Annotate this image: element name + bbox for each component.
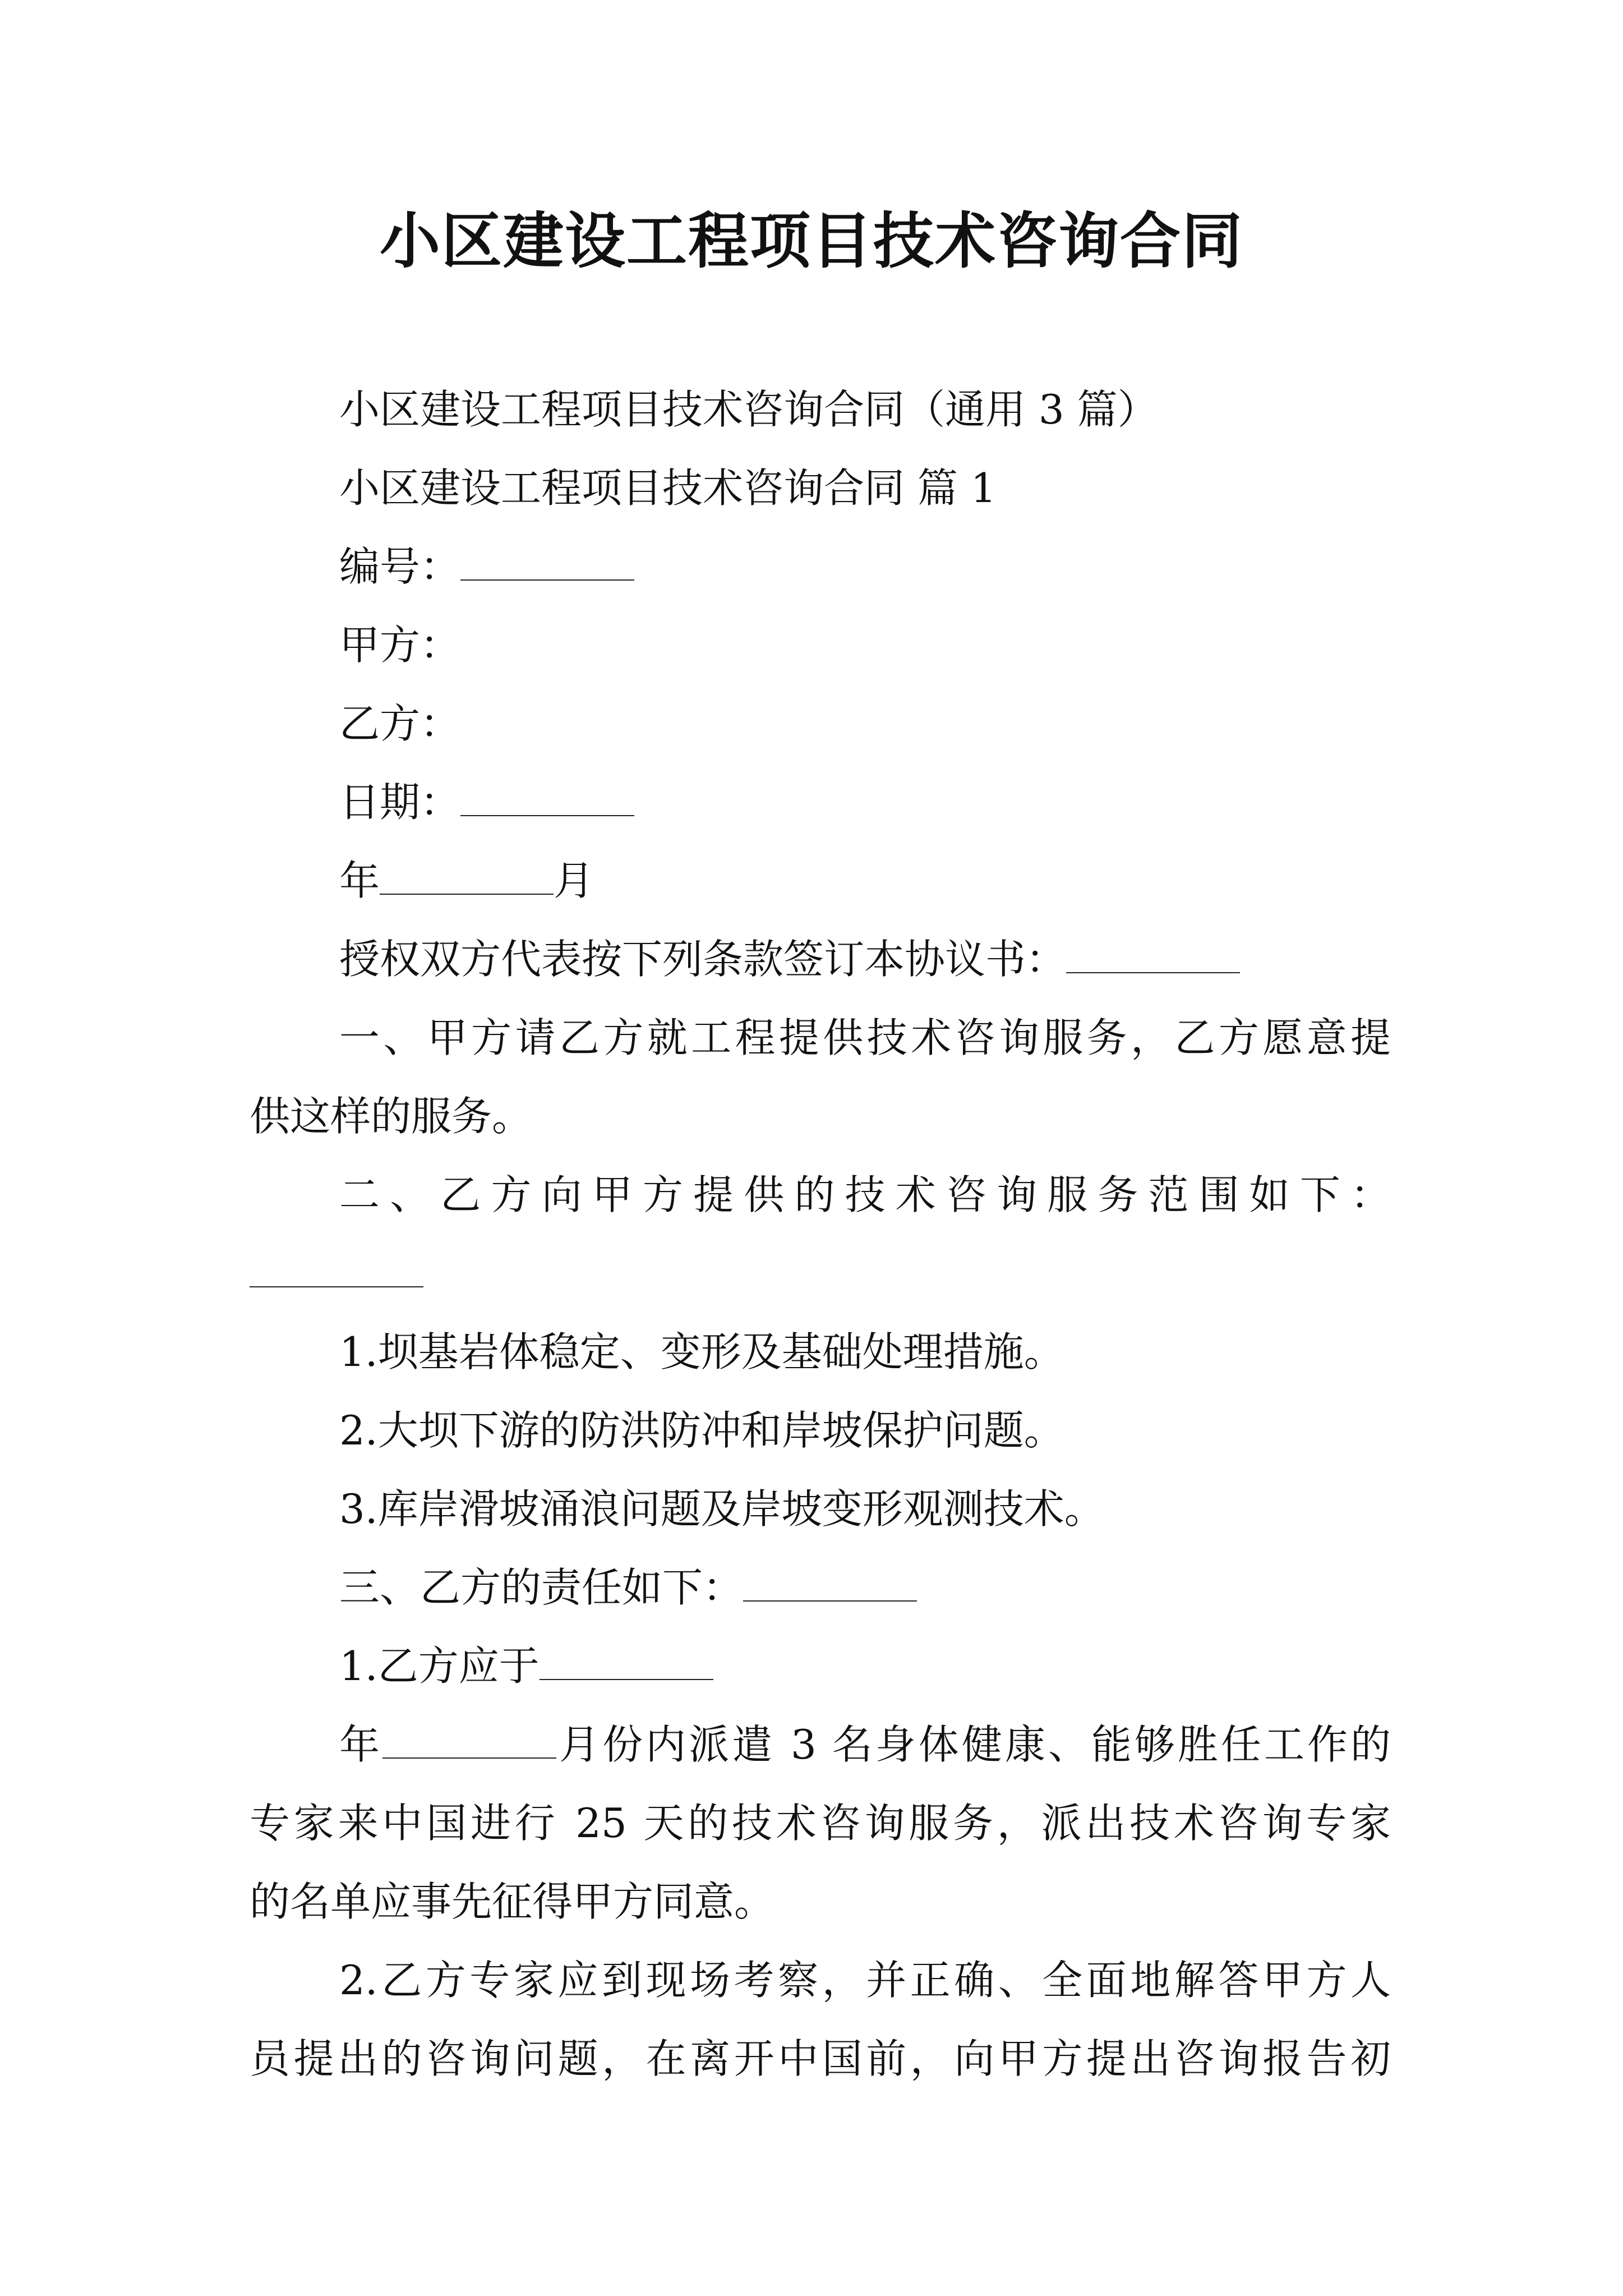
responsibility-year-blank bbox=[382, 1726, 556, 1759]
date-field-line bbox=[250, 763, 1391, 841]
scope-item-3 bbox=[250, 1470, 1391, 1548]
scope-item-2-text: 2.大坝下游的防洪防冲和岸坡保护问题。 bbox=[339, 1407, 1064, 1454]
responsibility-1-line-2 bbox=[250, 1705, 1391, 1784]
subtitle-line bbox=[250, 370, 1391, 449]
scope-item-1-text: 1.坝基岩体稳定、变形及基础处理措施。 bbox=[339, 1328, 1064, 1375]
date-blank bbox=[460, 784, 634, 816]
clause-two-blank-line bbox=[250, 1234, 1391, 1313]
clause-one-line-2 bbox=[250, 1077, 1391, 1156]
clause-two-line bbox=[250, 1156, 1391, 1234]
party-a-line bbox=[250, 606, 1391, 684]
responsibility-2-line-1 bbox=[250, 1941, 1391, 2019]
responsibility-1-line-2-text: 月份内派遣 3 名身体健康、能够胜任工作的 bbox=[556, 1721, 1391, 1768]
responsibility-1-start bbox=[250, 1627, 1391, 1705]
date-label: 日期： bbox=[339, 779, 461, 826]
clause-three-text: 三、乙方的责任如下： bbox=[339, 1564, 744, 1611]
section-heading-text: 小区建设工程项目技术咨询合同 篇 1 bbox=[339, 464, 997, 512]
authorization-line bbox=[250, 920, 1391, 999]
month-label: 月 bbox=[554, 857, 594, 904]
year-label: 年 bbox=[339, 857, 380, 904]
authorization-text: 授权双方代表按下列条款签订本协议书： bbox=[339, 936, 1067, 983]
responsibility-2-line-2-text: 员提出的咨询问题，在离开中国前，向甲方提出咨询报告初 bbox=[250, 2035, 1391, 2082]
responsibility-2-line-1-text: 2.乙方专家应到现场考察，并正确、全面地解答甲方人 bbox=[339, 1957, 1391, 2004]
responsibility-2-line-2 bbox=[250, 2019, 1391, 2098]
number-blank bbox=[460, 548, 634, 581]
party-b-line bbox=[250, 684, 1391, 763]
party-b-label: 乙方： bbox=[339, 700, 461, 747]
clause-one-line-1 bbox=[250, 999, 1391, 1077]
clause-two-text: 二、乙方向甲方提供的技术咨询服务范围如下： bbox=[339, 1171, 1391, 1218]
scope-item-2 bbox=[250, 1391, 1391, 1470]
responsibility-1-start-text: 1.乙方应于 bbox=[339, 1642, 540, 1690]
number-label: 编号： bbox=[339, 543, 461, 590]
party-a-label: 甲方： bbox=[339, 622, 461, 669]
authorization-blank bbox=[1066, 941, 1240, 973]
number-field-line bbox=[250, 527, 1391, 606]
year-month-line bbox=[250, 841, 1391, 920]
clause-three-blank bbox=[743, 1569, 917, 1602]
responsibility-1-line-4 bbox=[250, 1862, 1391, 1941]
clause-one-text-1: 一、甲方请乙方就工程提供技术咨询服务，乙方愿意提 bbox=[339, 1014, 1391, 1061]
responsibility-1-blank bbox=[540, 1648, 713, 1680]
clause-one-text-2: 供这样的服务。 bbox=[250, 1093, 533, 1140]
section-heading bbox=[250, 449, 1391, 527]
clause-two-blank bbox=[250, 1255, 423, 1287]
responsibility-1-line-4-text: 的名单应事先征得甲方同意。 bbox=[250, 1878, 775, 1925]
year-month-blank bbox=[380, 862, 554, 895]
responsibility-1-line-3 bbox=[250, 1784, 1391, 1862]
responsibility-year-label: 年 bbox=[339, 1721, 383, 1768]
clause-three-line bbox=[250, 1548, 1391, 1627]
subtitle-text: 小区建设工程项目技术咨询合同（通用 3 篇） bbox=[339, 386, 1158, 433]
document-title: 小区建设工程项目技术咨询合同 bbox=[379, 206, 1243, 277]
document-body bbox=[250, 370, 1391, 2098]
scope-item-1 bbox=[250, 1313, 1391, 1391]
scope-item-3-text: 3.库岸滑坡涌浪问题及岸坡变形观测技术。 bbox=[339, 1485, 1105, 1533]
responsibility-1-line-3-text: 专家来中国进行 25 天的技术咨询服务，派出技术咨询专家 bbox=[250, 1800, 1391, 1847]
